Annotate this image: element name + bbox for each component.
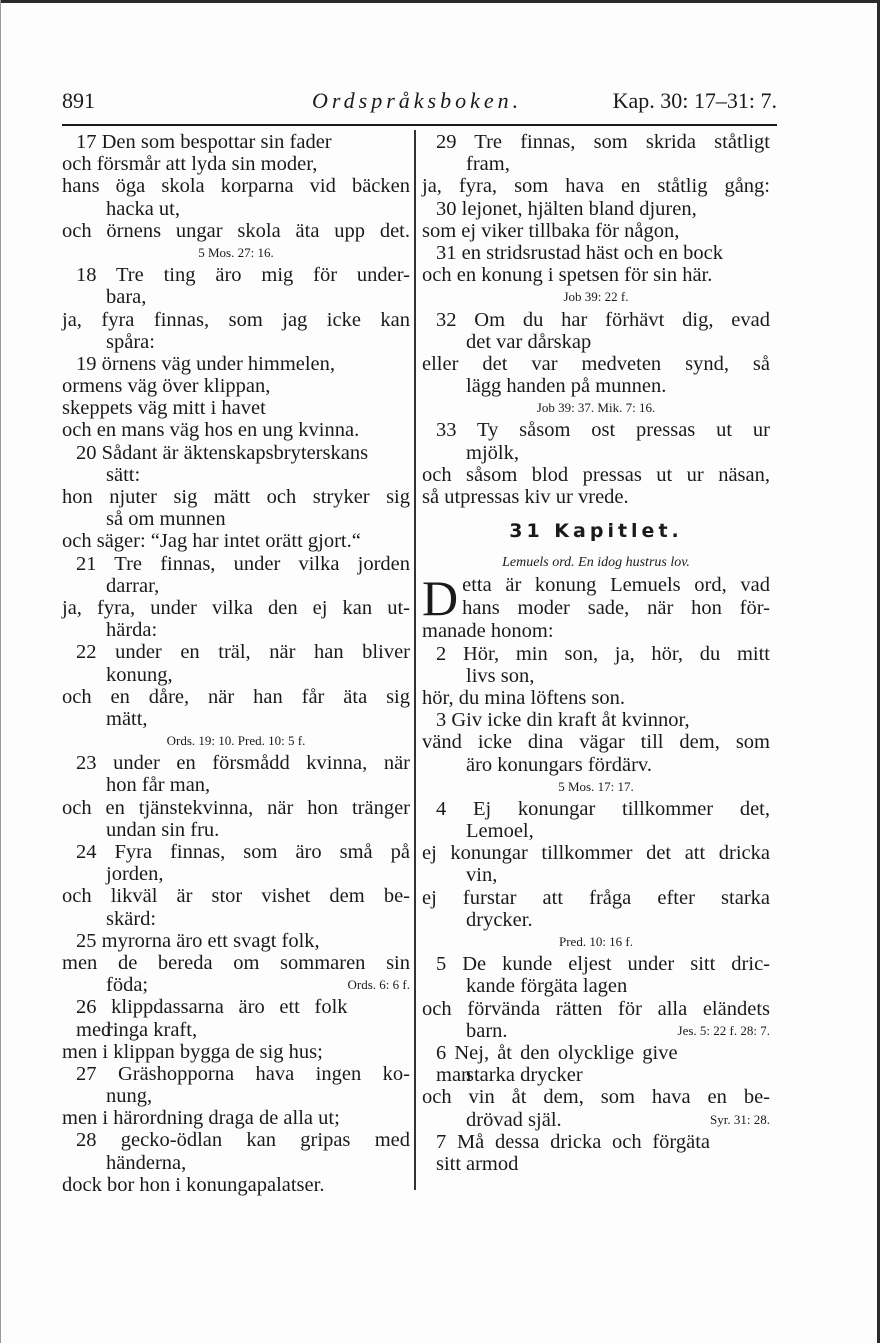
- text-line: [422, 1020, 770, 1042]
- line-text: 28 gecko-ödlan kan gripas med: [76, 1129, 410, 1152]
- header-rule: [62, 124, 777, 126]
- line-text: konung,: [106, 663, 173, 686]
- text-line: [422, 309, 770, 331]
- line-text: ej konungar tillkommer det att dricka: [422, 842, 770, 865]
- intro-line: hans moder sade, när hon för-: [462, 596, 770, 619]
- line-text: 33 Ty såsom ost pressas ut ur: [436, 419, 770, 442]
- chapter-intro: [422, 570, 770, 643]
- line-text: spåra:: [106, 330, 155, 353]
- line-text: hans öga skola korparna vid bäcken: [62, 175, 410, 198]
- line-text: Lemoel,: [466, 820, 534, 843]
- line-text: lägg handen på munnen.: [466, 375, 667, 398]
- text-line: [62, 797, 410, 819]
- line-text: äro konungars fördärv.: [466, 753, 652, 776]
- chapter-title: 31 Kapitlet.: [509, 520, 683, 543]
- right-column-verses-chapter-31: [422, 643, 770, 1176]
- cross-reference: Syr. 31: 28.: [710, 1111, 770, 1127]
- text-line: [62, 508, 410, 530]
- text-line: [62, 1041, 410, 1063]
- line-text: vänd icke dina vägar till dem, som: [422, 731, 770, 754]
- text-line: [62, 309, 410, 331]
- line-text: nung,: [106, 1085, 153, 1108]
- line-text: 3 Giv icke din kraft åt kvinnor,: [436, 709, 690, 732]
- text-line: [422, 175, 770, 197]
- text-line: [62, 819, 410, 841]
- text-line: [422, 331, 770, 353]
- text-line: [62, 486, 410, 508]
- line-text: dock bor hon i konungapalatser.: [62, 1173, 325, 1196]
- line-text: livs son,: [466, 664, 535, 687]
- line-text: Ords. 19: 10. Pred. 10: 5 f.: [166, 733, 306, 749]
- line-text: Job 39: 22 f.: [563, 289, 629, 305]
- text-line: [62, 286, 410, 308]
- line-text: ej furstar att fråga efter starka: [422, 886, 770, 909]
- line-text: så om munnen: [106, 508, 226, 531]
- line-text: så utpressas kiv ur vrede.: [422, 486, 629, 508]
- text-line: [62, 863, 410, 885]
- text-line: [422, 687, 770, 709]
- line-text: 20 Sådant är äktenskapsbryterskans: [76, 441, 369, 464]
- text-line: [62, 974, 410, 996]
- text-line: [62, 397, 410, 419]
- line-text: och säger: “Jag har intet orätt gjort.“: [62, 530, 361, 553]
- line-text: men i härordning draga de alla ut;: [62, 1107, 340, 1130]
- text-line: [422, 643, 770, 665]
- line-text: 7 Må dessa dricka och förgäta sitt: [436, 1130, 711, 1175]
- line-text: 19 örnens väg under himmelen,: [76, 352, 336, 375]
- line-text: bara,: [106, 286, 147, 309]
- line-text: ormens väg över klippan,: [62, 375, 271, 398]
- line-text: och såsom blod pressas ut ur näsan,: [422, 463, 770, 486]
- line-text: hon njuter sig mätt och stryker sig: [62, 486, 410, 508]
- text-line: [62, 442, 410, 464]
- text-line: [62, 686, 410, 708]
- text-line: [62, 530, 410, 552]
- line-text: och örnens ungar skola äta upp det.: [62, 219, 410, 242]
- cross-reference: Ords. 6: 6 f.: [347, 977, 410, 993]
- line-text: 27 Gräshopporna hava ingen ko-: [76, 1062, 410, 1085]
- text-line: [422, 442, 770, 464]
- text-line: [62, 1019, 410, 1041]
- text-line: [422, 153, 770, 175]
- line-text: undan sin fru.: [106, 818, 220, 841]
- cross-reference: [62, 730, 410, 752]
- text-line: [62, 131, 410, 153]
- text-line: [422, 665, 770, 687]
- text-line: [62, 641, 410, 663]
- text-line: [422, 975, 770, 997]
- line-text: drövad själ.: [466, 1108, 562, 1131]
- line-text: 6 Nej, åt den olycklige give man: [436, 1041, 678, 1087]
- line-text: barn.: [466, 1019, 508, 1042]
- text-line: [62, 1085, 410, 1107]
- text-line: [62, 153, 410, 175]
- text-line: [62, 885, 410, 907]
- text-line: [62, 1063, 410, 1085]
- text-line: [62, 664, 410, 686]
- text-line: [422, 864, 770, 886]
- text-line: [422, 220, 770, 242]
- line-text: härda:: [106, 619, 158, 642]
- line-text: 2 Hör, min son, ja, hör, du mitt: [436, 642, 770, 665]
- line-text: 32 Om du har förhävt dig, evad: [436, 308, 770, 331]
- line-text: hon får man,: [106, 774, 211, 797]
- right-column-verses: [422, 131, 770, 508]
- line-text: ringa kraft,: [106, 1018, 198, 1041]
- line-text: 31 en stridsrustad häst och en bock: [436, 241, 723, 264]
- line-text: men i klippan bygga de sig hus;: [62, 1040, 323, 1063]
- line-text: 25 myrorna äro ett svagt folk,: [76, 929, 320, 952]
- text-line: [62, 708, 410, 730]
- column-divider: [414, 130, 416, 1190]
- line-text: 5 Mos. 17: 17.: [558, 778, 634, 794]
- line-text: 18 Tre ting äro mig för under-: [76, 264, 410, 287]
- line-text: det var dårskap: [466, 330, 592, 353]
- line-text: fram,: [466, 153, 510, 176]
- line-text: 23 under en försmådd kvinna, när: [76, 752, 410, 775]
- line-text: Pred. 10: 16 f.: [558, 934, 634, 949]
- book-title: Ordspråksboken.: [312, 88, 523, 113]
- line-text: och en mans väg hos en ung kvinna.: [62, 419, 360, 442]
- text-line: [422, 464, 770, 486]
- line-text: eller det var medveten synd, så: [422, 352, 770, 375]
- text-line: [422, 709, 770, 731]
- cross-reference: [422, 776, 770, 798]
- text-line: [62, 841, 410, 863]
- line-text: hör, du mina löftens son.: [422, 686, 626, 709]
- intro-line: manade honom:: [422, 620, 554, 643]
- line-text: skeppets väg mitt i havet: [62, 397, 266, 420]
- cross-reference: [422, 931, 770, 953]
- line-text: darrar,: [106, 574, 160, 597]
- cross-reference: [422, 286, 770, 308]
- text-line: [62, 419, 410, 441]
- text-line: [422, 909, 770, 931]
- line-text: armod: [466, 1152, 519, 1175]
- line-text: starka drycker: [466, 1064, 583, 1087]
- line-text: 29 Tre finnas, som skrida ståtligt: [436, 131, 770, 153]
- text-line: [62, 575, 410, 597]
- line-text: 5 De kunde eljest under sitt dric-: [436, 953, 770, 976]
- line-text: och likväl är stor vishet dem be-: [62, 885, 410, 908]
- text-line: [62, 952, 410, 974]
- line-text: som ej viker tillbaka för någon,: [422, 219, 680, 242]
- text-line: [422, 798, 770, 820]
- text-line: [62, 1129, 410, 1151]
- drop-cap: D: [422, 570, 459, 627]
- line-text: hacka ut,: [106, 197, 180, 220]
- line-text: händerna,: [106, 1151, 187, 1174]
- intro-line: etta är konung Lemuels ord, vad: [462, 574, 770, 597]
- line-text: 22 under en träl, när han bliver: [76, 641, 410, 664]
- text-line: [62, 220, 410, 242]
- text-line: [62, 353, 410, 375]
- text-line: [62, 930, 410, 952]
- text-line: [62, 198, 410, 220]
- line-text: 17 Den som bespottar sin fader: [76, 131, 332, 153]
- chapter-subtitle: Lemuels ord. En idog hustrus lov.: [502, 555, 690, 571]
- text-line: [62, 908, 410, 930]
- text-line: [62, 597, 410, 619]
- text-line: [62, 774, 410, 796]
- text-line: [422, 353, 770, 375]
- line-text: drycker.: [466, 908, 533, 931]
- text-line: [422, 198, 770, 220]
- text-line: [422, 1064, 770, 1086]
- line-text: 21 Tre finnas, under vilka jorden: [76, 552, 410, 575]
- text-line: [62, 1174, 410, 1196]
- line-text: ja, fyra finnas, som jag icke kan: [62, 308, 410, 331]
- line-text: 4 Ej konungar tillkommer det,: [436, 797, 770, 820]
- text-line: [422, 419, 770, 441]
- line-text: och en dåre, när han får äta sig: [62, 685, 410, 708]
- line-text: och vin åt dem, som hava en be-: [422, 1086, 770, 1109]
- page-header: [62, 88, 777, 124]
- line-text: 5 Mos. 27: 16.: [198, 244, 274, 260]
- cross-reference: [62, 242, 410, 264]
- text-line: [62, 553, 410, 575]
- line-text: Job 39: 37. Mik. 7: 16.: [536, 400, 656, 416]
- text-line: [62, 464, 410, 486]
- text-line: [422, 375, 770, 397]
- text-line: [422, 754, 770, 776]
- text-line: [422, 820, 770, 842]
- line-text: skärd:: [106, 907, 157, 930]
- line-text: mätt,: [106, 707, 148, 730]
- line-text: mjölk,: [466, 441, 519, 464]
- text-line: [62, 619, 410, 641]
- line-text: och en tjänstekvinna, när hon tränger: [62, 796, 410, 819]
- chapter-reference: Kap. 30: 17–31: 7.: [612, 88, 777, 113]
- scan-border-top: [0, 0, 880, 3]
- text-line: [422, 1086, 770, 1108]
- line-text: kande förgäta lagen: [466, 975, 628, 998]
- text-line: [422, 1109, 770, 1131]
- line-text: ja, fyra, som hava en ståtlig gång:: [422, 175, 770, 198]
- text-line: [62, 1152, 410, 1174]
- text-line: [422, 998, 770, 1020]
- line-text: och en konung i spetsen för sin här.: [422, 264, 713, 287]
- line-text: och förvända rätten för alla eländets: [422, 997, 770, 1020]
- text-line: [422, 953, 770, 975]
- text-line: [422, 264, 770, 286]
- right-column: [422, 131, 770, 1175]
- text-line: [422, 731, 770, 753]
- line-text: 24 Fyra finnas, som äro små på: [76, 841, 410, 863]
- text-line: [62, 1107, 410, 1129]
- line-text: sätt:: [106, 463, 141, 486]
- cross-reference: Jes. 5: 22 f. 28: 7.: [677, 1022, 770, 1038]
- cross-reference: [422, 397, 770, 419]
- line-text: föda;: [106, 974, 149, 997]
- line-text: 30 lejonet, hjälten bland djuren,: [436, 197, 697, 220]
- scan-border-left: [0, 0, 1, 1343]
- text-line: [422, 486, 770, 508]
- text-line: [62, 375, 410, 397]
- line-text: 26 klippdassarna äro ett folk med: [76, 996, 348, 1041]
- left-column: [62, 131, 410, 1196]
- line-text: ja, fyra, under vilka den ej kan ut-: [62, 596, 410, 619]
- line-text: men de bereda om sommaren sin: [62, 951, 410, 974]
- text-line: [422, 842, 770, 864]
- page-number: 891: [62, 88, 95, 113]
- text-line: [62, 331, 410, 353]
- line-text: vin,: [466, 864, 498, 887]
- line-text: och försmår att lyda sin moder,: [62, 153, 318, 176]
- text-line: [62, 175, 410, 197]
- text-line: [422, 131, 770, 153]
- text-line: [422, 242, 770, 264]
- text-line: [422, 1153, 770, 1175]
- text-line: [62, 264, 410, 286]
- line-text: jorden,: [106, 863, 164, 886]
- text-line: [422, 887, 770, 909]
- text-line: [62, 752, 410, 774]
